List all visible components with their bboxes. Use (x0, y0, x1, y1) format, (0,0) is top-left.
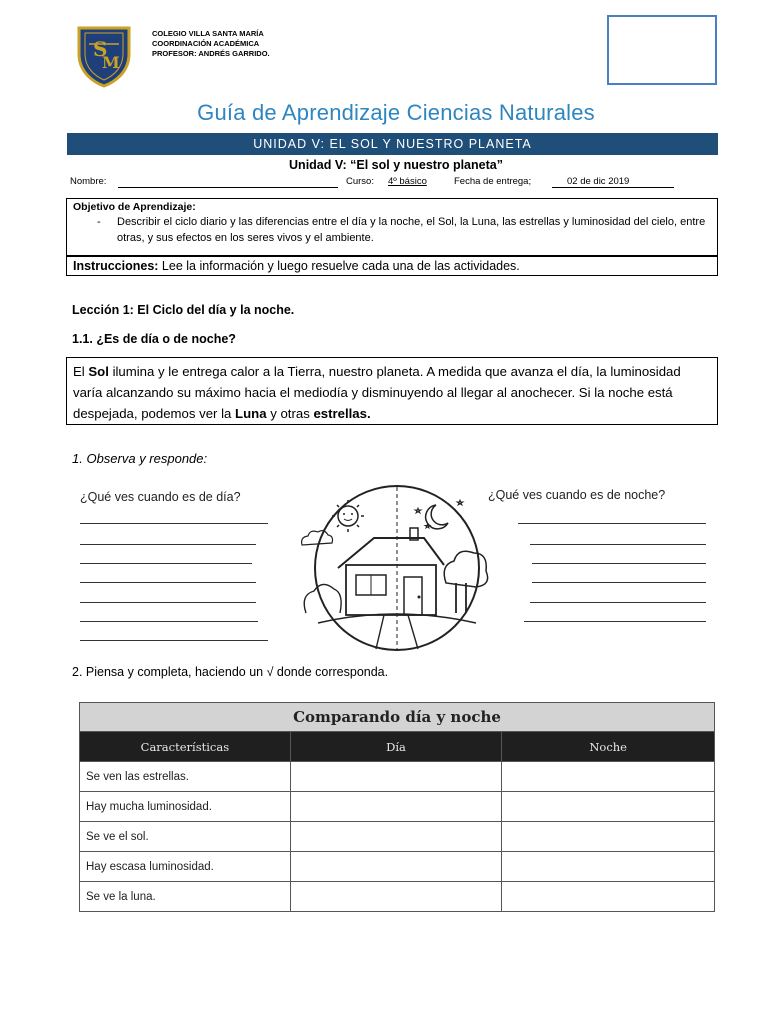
school-crest-icon (75, 24, 133, 88)
svg-text:M: M (102, 53, 120, 72)
svg-text:S: S (93, 37, 108, 61)
instructions-box (66, 256, 718, 276)
objective-item (73, 214, 711, 246)
answer-line[interactable] (80, 640, 268, 641)
row-label: Se ven las estrellas. (80, 762, 291, 792)
table-title: Comparando día y noche (80, 703, 715, 732)
grade-box (607, 15, 717, 85)
table-row (80, 792, 715, 822)
answer-line[interactable] (532, 563, 706, 564)
info-bold-sol: Sol (88, 364, 109, 379)
info-bold-luna: Luna (235, 406, 267, 421)
unit-banner: UNIDAD V: EL SOL Y NUESTRO PLANETA (67, 133, 718, 155)
day-question: ¿Qué ves cuando es de día? (80, 490, 241, 504)
instructions-text: Lee la información y luego resuelve cada una de las actividades. (161, 259, 520, 273)
night-check-cell[interactable] (502, 822, 715, 852)
table-row (80, 852, 715, 882)
day-check-cell[interactable] (290, 852, 502, 882)
school-header (152, 29, 270, 59)
unit-subtitle: Unidad V: “El sol y nuestro planeta” (289, 158, 503, 172)
objective-box (66, 198, 718, 256)
night-check-cell[interactable] (502, 762, 715, 792)
answer-line[interactable] (530, 602, 706, 603)
night-check-cell[interactable] (502, 882, 715, 912)
info-text: El (73, 364, 89, 379)
instructions-label: Instrucciones: (73, 259, 159, 273)
day-check-cell[interactable] (290, 792, 502, 822)
activity2-instruction: 2. Piensa y completa, haciendo un √ donde corresponda. (72, 665, 389, 679)
dash-bullet: - (97, 216, 101, 228)
date-field[interactable] (552, 187, 674, 188)
page-title: Guía de Aprendizaje Ciencias Naturales (197, 100, 595, 125)
coordination: COORDINACIÓN ACADÉMICA (152, 39, 260, 48)
answer-line[interactable] (80, 563, 252, 564)
answer-line[interactable] (80, 621, 258, 622)
row-label: Se ve el sol. (80, 822, 291, 852)
info-text: ilumina y le entrega calor a la Tierra, nuestro planeta. A medida que avanza el día, la luminosidad varía alcanzando su máximo hacia el mediodía y disminuyendo al llegar al anochecer. Si la noche está despejada, podemos ver la (73, 364, 681, 421)
info-bold-estrellas: estrellas. (313, 406, 371, 421)
info-text: y otras (266, 406, 314, 421)
night-question: ¿Qué ves cuando es de noche? (488, 488, 666, 502)
objective-title: Objetivo de Aprendizaje: (73, 201, 196, 213)
answer-line[interactable] (530, 544, 706, 545)
course-label: Curso: (346, 176, 374, 187)
day-check-cell[interactable] (290, 822, 502, 852)
day-check-cell[interactable] (290, 762, 502, 792)
objective-text: Describir el ciclo diario y las diferencias entre el día y la noche, el Sol, la Luna, las estrellas y luminosidad del cielo, entre otras, y sus efectos en los seres vivos y el ambiente. (117, 216, 706, 244)
section-title: 1.1. ¿Es de día o de noche? (72, 332, 236, 346)
row-label: Hay mucha luminosidad. (80, 792, 291, 822)
comparison-table (79, 702, 715, 912)
table-row (80, 882, 715, 912)
name-field[interactable] (118, 187, 338, 188)
answer-line[interactable] (80, 544, 256, 545)
teacher: PROFESOR: ANDRÉS GARRIDO. (152, 49, 270, 58)
answer-line[interactable] (532, 582, 706, 583)
night-check-cell[interactable] (502, 852, 715, 882)
day-check-cell[interactable] (290, 882, 502, 912)
row-label: Hay escasa luminosidad. (80, 852, 291, 882)
table-row (80, 762, 715, 792)
header-characteristics: Características (80, 732, 291, 762)
answer-line[interactable] (80, 582, 256, 583)
answer-line[interactable] (80, 602, 256, 603)
answer-line[interactable] (524, 621, 706, 622)
date-value: 02 de dic 2019 (567, 176, 630, 187)
answer-line[interactable] (80, 523, 268, 524)
name-label: Nombre: (70, 176, 107, 187)
header-day: Día (290, 732, 502, 762)
night-check-cell[interactable] (502, 792, 715, 822)
lesson-title: Lección 1: El Ciclo del día y la noche. (72, 303, 295, 317)
table-header-row (80, 732, 715, 762)
day-night-illustration (276, 483, 516, 653)
course-value: 4º básico (388, 176, 427, 187)
activity1-instruction: 1. Observa y responde: (72, 451, 208, 466)
table-row (80, 822, 715, 852)
school-name: COLEGIO VILLA SANTA MARÍA (152, 29, 264, 38)
info-box (66, 357, 718, 425)
row-label: Se ve la luna. (80, 882, 291, 912)
answer-line[interactable] (518, 523, 706, 524)
header-night: Noche (502, 732, 715, 762)
date-label: Fecha de entrega; (454, 176, 532, 187)
